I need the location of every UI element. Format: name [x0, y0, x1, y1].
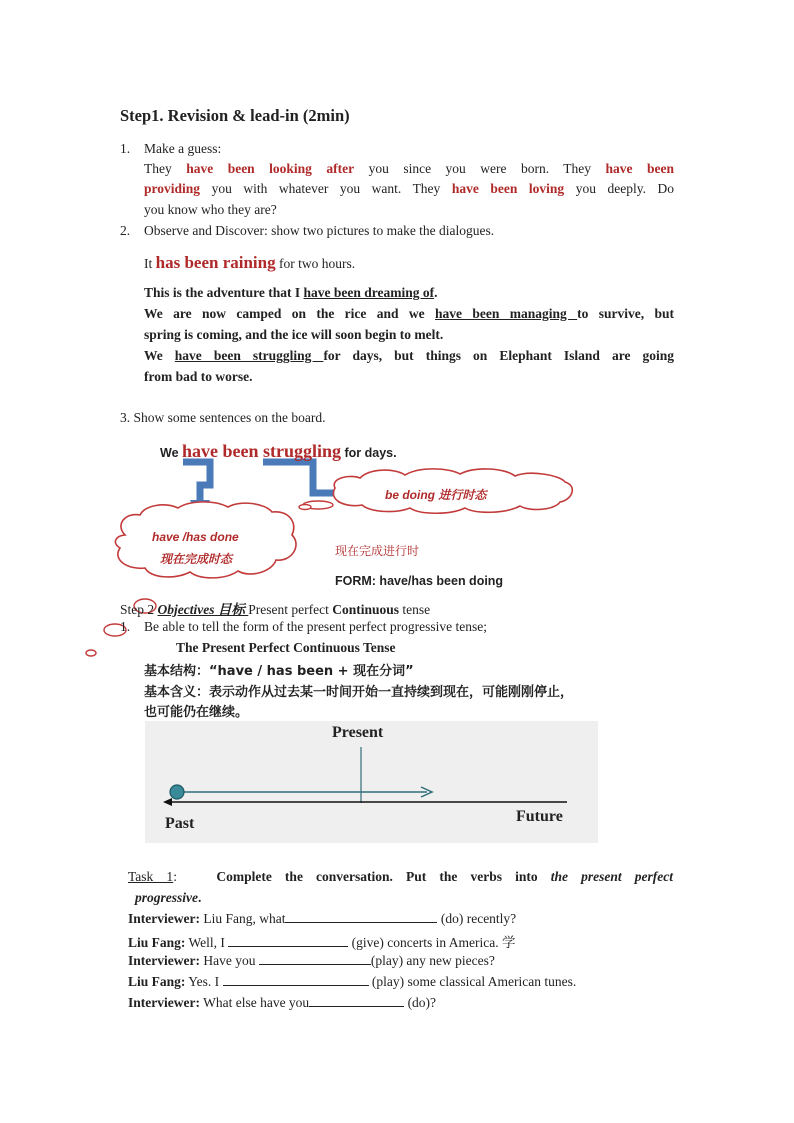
adv-verb: have been struggling: [174, 348, 324, 363]
step1-title: Step1. Revision & lead-in (2min): [120, 106, 350, 125]
dialogue-text: (do) recently?: [437, 911, 517, 926]
guess-verb: have been: [605, 161, 675, 176]
future-label: Future: [516, 808, 563, 825]
guess-verb: have been loving: [451, 181, 565, 196]
cloud-label-be-doing: be doing 进行时态: [385, 488, 487, 502]
item2-label: Observe and Discover: show two pictures to make the dialogues.: [144, 223, 495, 238]
adv-text: We are now camped on the rice and we: [144, 306, 436, 321]
board-text: We: [160, 446, 182, 460]
step2-heading: [120, 598, 430, 618]
dialogue-text: (play) some classical American tunes.: [368, 974, 577, 989]
guess-verb: have been looking after: [186, 161, 355, 176]
item3-label: 3. Show some sentences on the board.: [120, 410, 326, 425]
dialogue-row: [128, 931, 516, 951]
dialogue-row: [128, 952, 495, 969]
dialogue-text: What else have you: [199, 995, 310, 1010]
dialogue-text: Yes. I: [185, 974, 223, 989]
task1-label: Task 1: [128, 869, 174, 884]
meaning-line-1: 基本含义：表示动作从过去某一时间开始一直持续到现在，可能刚刚停止，: [144, 685, 574, 700]
adv-text: We: [144, 348, 175, 363]
guess-text: you deeply. Do: [564, 181, 674, 196]
task1-emph: the present perfect: [550, 869, 674, 884]
guess-text: you since you were born. They: [354, 161, 606, 176]
task1-text: Complete the conversation. Put the verbs into: [216, 869, 551, 884]
dialogue-text: Have you: [199, 953, 259, 968]
dialogue-row: [128, 910, 516, 927]
present-label: Present: [332, 724, 384, 741]
dialogue-text: (give) concerts in America. 学: [348, 935, 516, 950]
adv-verb: have been managing: [435, 306, 578, 321]
board-sentence: [160, 441, 397, 462]
item2-number: 2.: [120, 223, 131, 238]
adventure-line-3: spring is coming, and the ice will soon begin to melt.: [144, 327, 444, 342]
adv-text: .: [434, 285, 438, 300]
rain-text: It: [144, 256, 156, 271]
step2-lead: Step 2: [120, 602, 158, 617]
adventure-line-5: from bad to worse.: [144, 369, 253, 384]
speaker-label: Liu Fang:: [128, 974, 186, 989]
guess-text: They: [144, 161, 187, 176]
answer-blank[interactable]: [259, 952, 371, 965]
step2-text: tense: [399, 602, 431, 617]
step2-text: Present perfect: [248, 602, 333, 617]
speaker-label: Interviewer:: [128, 911, 200, 926]
start-point-icon: [170, 785, 184, 799]
adv-text: for days, but things on Elephant Island are going: [323, 348, 674, 363]
dialogue-text: (do)?: [404, 995, 437, 1010]
guess-line-3: you know who they are?: [144, 202, 277, 217]
form-label: FORM: have/has been doing: [335, 574, 504, 588]
timeline-diagram: [145, 721, 598, 843]
speaker-label: Interviewer:: [128, 995, 200, 1010]
task1-instruction-line-1: [128, 869, 673, 885]
cloud-label-perfect: 现在完成时态: [160, 552, 233, 566]
dialogue-row: [128, 994, 436, 1011]
tense-name-cn: 现在完成进行时: [335, 544, 420, 558]
rain-text: for two hours.: [275, 256, 356, 271]
meaning-line-2: 也可能仍在继续。: [144, 705, 249, 720]
task1-instruction-line-2: [135, 890, 201, 906]
step2-text: Continuous: [332, 602, 400, 617]
rain-verb: has been raining: [155, 253, 276, 272]
axis-left-arrow-icon: [163, 798, 172, 806]
dialogue-text: Liu Fang, what: [199, 911, 286, 926]
cloud-label-have-done: have /has done: [152, 530, 239, 544]
speaker-label: Interviewer:: [128, 953, 200, 968]
answer-blank[interactable]: [309, 994, 404, 1007]
past-label: Past: [165, 815, 195, 832]
dialogue-text: Well, I: [185, 935, 229, 950]
tense-title: The Present Perfect Continuous Tense: [176, 640, 396, 655]
task1-text: .: [198, 890, 202, 905]
dialogue-row: [128, 973, 576, 990]
guess-text: you with whatever you want. They: [200, 181, 452, 196]
dialogue-text: (play) any new pieces?: [370, 953, 495, 968]
task1-colon: :: [173, 869, 177, 884]
adv-verb: have been dreaming of: [303, 285, 435, 300]
answer-blank[interactable]: [228, 934, 348, 947]
speaker-label: Liu Fang:: [128, 935, 186, 950]
structure-line: 基本结构：“have / has been + 现在分词”: [144, 664, 414, 679]
step2-item1-number: 1.: [120, 619, 131, 634]
adv-text: to survive, but: [577, 306, 674, 321]
answer-blank[interactable]: [223, 973, 369, 986]
answer-blank[interactable]: [285, 910, 437, 923]
guess-verb: providing: [144, 181, 201, 196]
task1-emph: progressive: [135, 890, 198, 905]
step2-item1: Be able to tell the form of the present perfect progressive tense;: [144, 619, 487, 634]
item1-label: Make a guess:: [144, 141, 222, 156]
item1-number: 1.: [120, 141, 131, 156]
adv-text: This is the adventure that I: [144, 285, 304, 300]
board-text: for days.: [341, 446, 397, 460]
board-verb: have been struggling: [182, 441, 342, 461]
objectives-label: Objectives 目标: [157, 602, 249, 617]
